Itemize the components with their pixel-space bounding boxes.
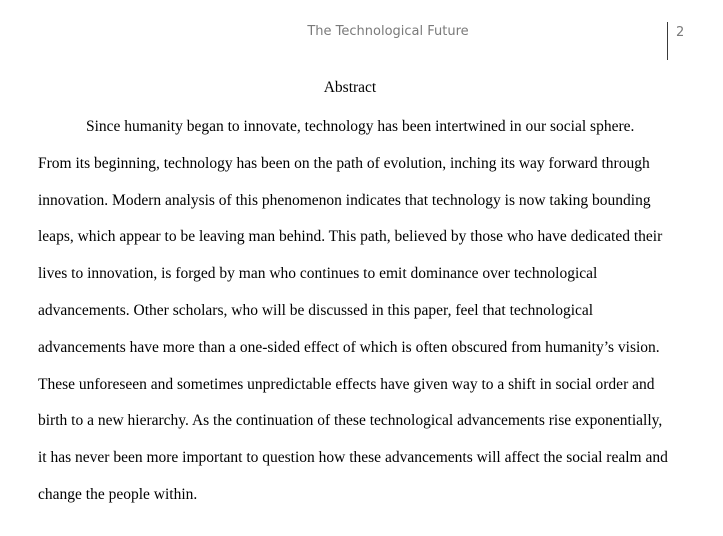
- header-divider: [667, 22, 668, 60]
- running-header-title: The Technological Future: [307, 24, 469, 39]
- abstract-heading: Abstract: [323, 79, 377, 96]
- page-number: 2: [676, 25, 685, 40]
- abstract-body: Since humanity began to innovate, technology has been intertwined in our social sphere. From its beginning, technology has been on the path of evolution, inching its way forward through innovation. Modern analysis of this phenomenon indicates that technology is now taking bounding leaps, which appear to be leaving man behind. This path, believed by those who have dedicated their lives to innovation, is forged by man who continues to emit dominance over technological advancements. Other scholars, who will be discussed in this paper, feel that technological advancements have more than a one-sided effect of which is often obscured from humanity’s vision. These unforeseen and sometimes unpredictable effects have given way to a shift in social order and birth to a new hierarchy. As the continuation of these technological advancements rise exponentially, it has never been more important to question how these advancements will affect the social realm and change the people within.: [38, 118, 668, 503]
